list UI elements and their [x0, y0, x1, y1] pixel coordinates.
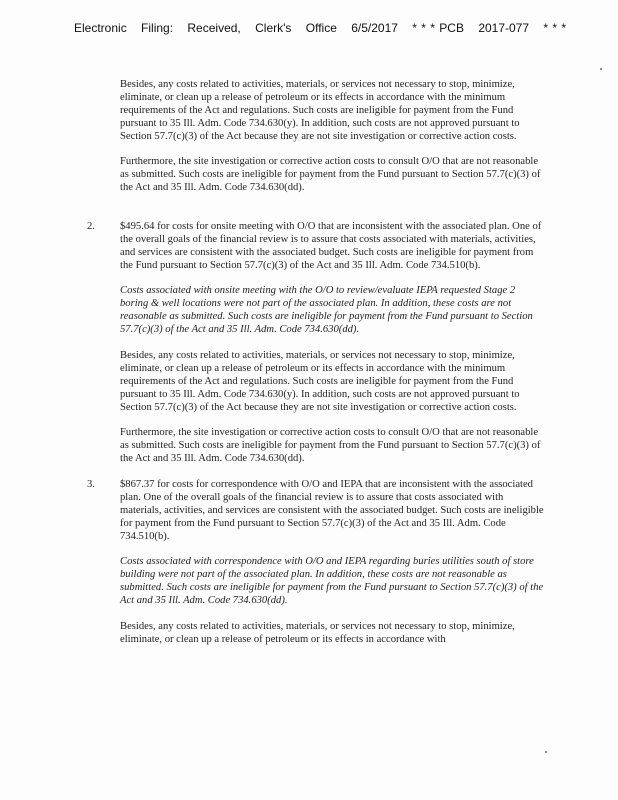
item-lead-paragraph: $495.64 for costs for onsite meeting with O/O that are inconsistent with the associated plan. One of the overall goals of the financial review is to assure that costs associated with materials, activities, and services are consistent with the associated budget. Such costs are ineligible for payment from the Fund pursuant to Section 57.7(c)(3) of the Act and 35 Ill. Adm. Code 734.510(b). [120, 220, 542, 271]
scan-speck [545, 751, 547, 753]
item-italic-note: Costs associated with correspondence with O/O and IEPA regarding buries utilities south of store building were not part of the associated plan. In addition, these costs are not reasonable as submitted. Such costs are ineligible for payment from the Fund pursuant to Section 57.7(c)(3) of the Act and 35 Ill. Adm. Code 734.630(dd). [120, 556, 544, 607]
item-number: 3. [87, 478, 95, 490]
header-case-number: 2017-077 [478, 21, 530, 35]
document-body [87, 79, 544, 647]
item-italic-note: Costs associated with onsite meeting with the O/O to review/evaluate IEPA requested Stage 2 boring & well locations were not part of the associated plan. In addition, these costs are not reasonable as submitted. Such costs are ineligible for payment from the Fund pursuant to Section 57.7(c)(3) of the Act and 35 Ill. Adm. Code 734.630(dd). [120, 285, 533, 336]
item-furthermore-paragraph: Furthermore, the site investigation or corrective action costs to consult O/O that are not reasonable as submitted. Such costs are ineligible for payment from the Fund pursuant to Section 57.7(c)(3) of the Act and 35 Ill. Adm. Code 734.630(dd). [120, 427, 541, 465]
list-item-3 [87, 478, 544, 647]
furthermore-paragraph: Furthermore, the site investigation or corrective action costs to consult O/O that are not reasonable as submitted. Such costs are ineligible for payment from the Fund pursuant to Section 57.7(c)(3) of the Act and 35 Ill. Adm. Code 734.630(dd). [120, 156, 541, 194]
list-item-2 [87, 220, 544, 466]
item-number: 2. [87, 220, 95, 232]
scan-speck [600, 68, 602, 70]
header-stars-left: * * * PCB [412, 21, 464, 35]
item-lead-paragraph: $867.37 for costs for correspondence with O/O and IEPA that are inconsistent with the associated plan. One of the overall goals of the financial review is to assure that costs associated with materials, activities, and services are consistent with the associated budget. Such costs are ineligible for payment from the Fund pursuant to Section 57.7(c)(3) of the Act and 35 Ill. Adm. Code 734.510(b). [120, 478, 544, 542]
header-stars-right: * * * [543, 21, 567, 35]
header-electronic: Electronic [74, 21, 127, 35]
header-date: 6/5/2017 [351, 21, 398, 35]
item-besides-paragraph: Besides, any costs related to activities, materials, or services not necessary to stop, minimize, eliminate, or clean up a release of petroleum or its effects in accordance with [120, 620, 515, 645]
besides-paragraph: Besides, any costs related to activities, materials, or services not necessary to stop, minimize, eliminate, or clean up a release of petroleum or its effects in accordance with the minimum requirements of the Act and regulations. Such costs are ineligible for payment from the Fund pursuant to 35 Ill. Adm. Code 734.630(y). In addition, such costs are not approved pursuant to Section 57.7(c)(3) of the Act because they are not site investigation or corrective action costs. [120, 79, 520, 142]
header-office: Office [305, 21, 337, 35]
item-besides-paragraph: Besides, any costs related to activities, materials, or services not necessary to stop, minimize, eliminate, or clean up a release of petroleum or its effects in accordance with the minimum requirements of the Act and regulations. Such costs are ineligible for payment from the Fund pursuant to 35 Ill. Adm. Code 734.630(y). In addition, such costs are not approved pursuant to Section 57.7(c)(3) of the Act because they are not site investigation or corrective action costs. [120, 349, 520, 413]
header-received: Received, [187, 21, 241, 35]
header-filing: Filing: [141, 21, 174, 35]
electronic-filing-header [74, 21, 567, 35]
header-clerks: Clerk's [255, 21, 292, 35]
